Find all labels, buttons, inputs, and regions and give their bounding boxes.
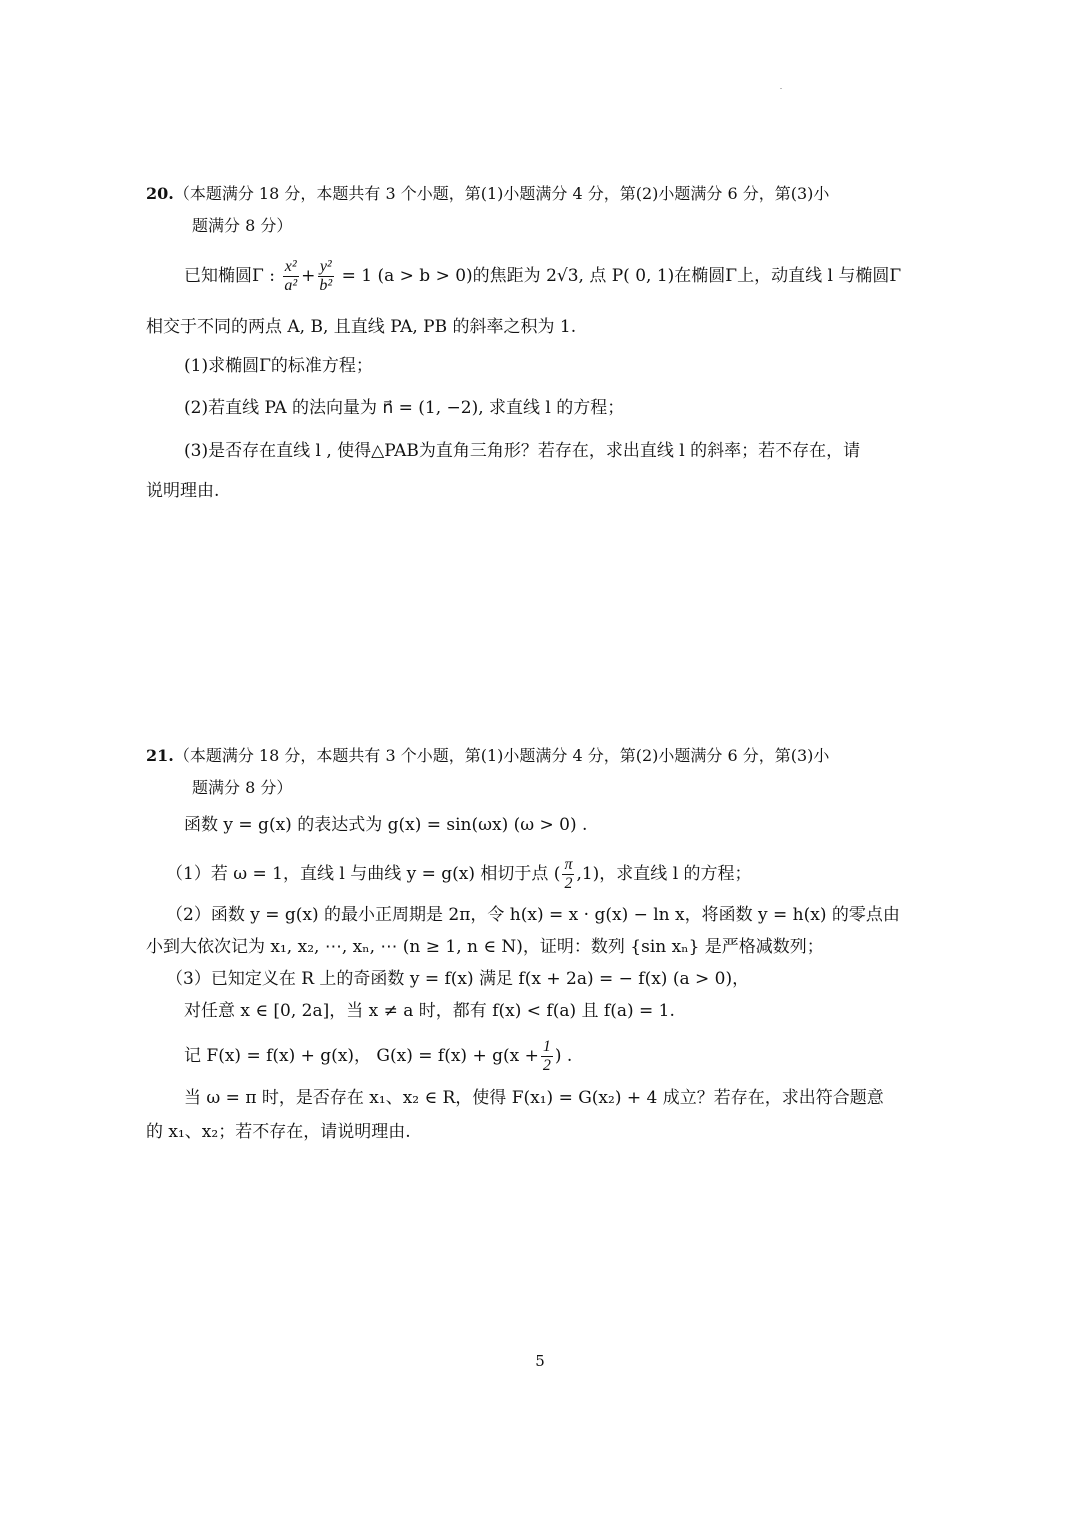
- q20-plus: +: [301, 266, 316, 286]
- q20-number: 20.: [146, 184, 174, 203]
- q21-part1-a: （1）若 ω = 1，直线 l 与曲线 y = g(x) 相切于点 (: [166, 864, 561, 884]
- q20-frac-x: [282, 258, 299, 295]
- q21-part2-line2: 小到大依次记为 x₁, x₂, ⋯, xₙ, ⋯ (n ≥ 1, n ∈ N)，证明：数列 {sin xₙ} 是严格减数列；: [146, 937, 824, 957]
- q21-part3-line3-b: ) .: [554, 1046, 573, 1066]
- q20-header-line1: （本题满分 18 分，本题共有 3 个小题，第(1)小题满分 4 分，第(2)小题满分 6 分，第(3)小: [173, 184, 830, 203]
- q21-part3-frac-den: 2: [542, 1057, 551, 1074]
- q21-number: 21.: [146, 746, 174, 765]
- q21-header-line1: （本题满分 18 分，本题共有 3 个小题，第(1)小题满分 4 分，第(2)小题满分 6 分，第(3)小: [173, 746, 830, 765]
- q21-part1-frac: [562, 856, 574, 893]
- q20-header: [146, 178, 946, 242]
- scan-speck: [780, 88, 782, 89]
- q20-header-line2: 题满分 8 分）: [192, 216, 293, 235]
- q20-stem-a: 已知椭圆Γ :: [184, 266, 275, 286]
- q21-header-line2: 题满分 8 分）: [192, 778, 293, 797]
- q21-part3-frac: [541, 1038, 553, 1075]
- q20-frac2-den: b²: [319, 277, 333, 294]
- page-number: 5: [535, 1352, 545, 1370]
- q21-part3-line4: 当 ω = π 时，是否存在 x₁、x₂ ∈ R，使得 F(x₁) = G(x₂) + 4 成立？若存在，求出符合题意: [184, 1088, 884, 1108]
- q20-stem-line2: 相交于不同的两点 A, B, 且直线 PA, PB 的斜率之积为 1.: [146, 317, 577, 337]
- q21-part3-line3: [184, 1038, 572, 1075]
- q20-part2: (2)若直线 PA 的法向量为 n⃗ = (1, −2), 求直线 l 的方程；: [184, 398, 625, 418]
- q21-part2-line1: （2）函数 y = g(x) 的最小正周期是 2π，令 h(x) = x · g(x) − ln x，将函数 y = h(x) 的零点由: [166, 905, 900, 925]
- q20-frac2-num: y²: [319, 258, 332, 275]
- q21-header: [146, 740, 946, 804]
- q20-part3-line1: (3)是否存在直线 l , 使得△PAB为直角三角形？若存在，求出直线 l 的斜率；若不存在，请: [184, 441, 861, 461]
- q21-part3-frac-num: 1: [542, 1038, 551, 1055]
- q21-stem: 函数 y = g(x) 的表达式为 g(x) = sin(ωx) (ω > 0) .: [184, 815, 588, 835]
- q21-part3-line3-a: 记 F(x) = f(x) + g(x)， G(x) = f(x) + g(x +: [184, 1046, 539, 1066]
- q20-frac-y: [317, 258, 334, 295]
- q21-part3-line2: 对任意 x ∈ [0, 2a]，当 x ≠ a 时，都有 f(x) < f(a) 且 f(a) = 1.: [184, 1001, 675, 1021]
- q21-part3-line1: （3）已知定义在 R 上的奇函数 y = f(x) 满足 f(x + 2a) = − f(x) (a > 0)，: [166, 969, 750, 989]
- q20-stem-line1: [184, 258, 901, 295]
- q21-part1-frac-den: 2: [564, 875, 573, 892]
- q21-part1-frac-num: π: [564, 856, 573, 873]
- q20-stem-b: = 1 (a > b > 0)的焦距为 2√3, 点 P( 0, 1)在椭圆Γ上，动直线 l 与椭圆Γ: [341, 266, 902, 286]
- q20-frac1-num: x²: [284, 258, 297, 275]
- q20-part3-line2: 说明理由.: [146, 481, 220, 501]
- q21-part3-line5: 的 x₁、x₂；若不存在，请说明理由.: [146, 1122, 411, 1142]
- q21-part1: [166, 856, 752, 893]
- q20-part1: (1)求椭圆Γ的标准方程；: [184, 356, 373, 376]
- q21-part1-b: ,1)，求直线 l 的方程；: [576, 864, 752, 884]
- q20-frac1-den: a²: [284, 277, 298, 294]
